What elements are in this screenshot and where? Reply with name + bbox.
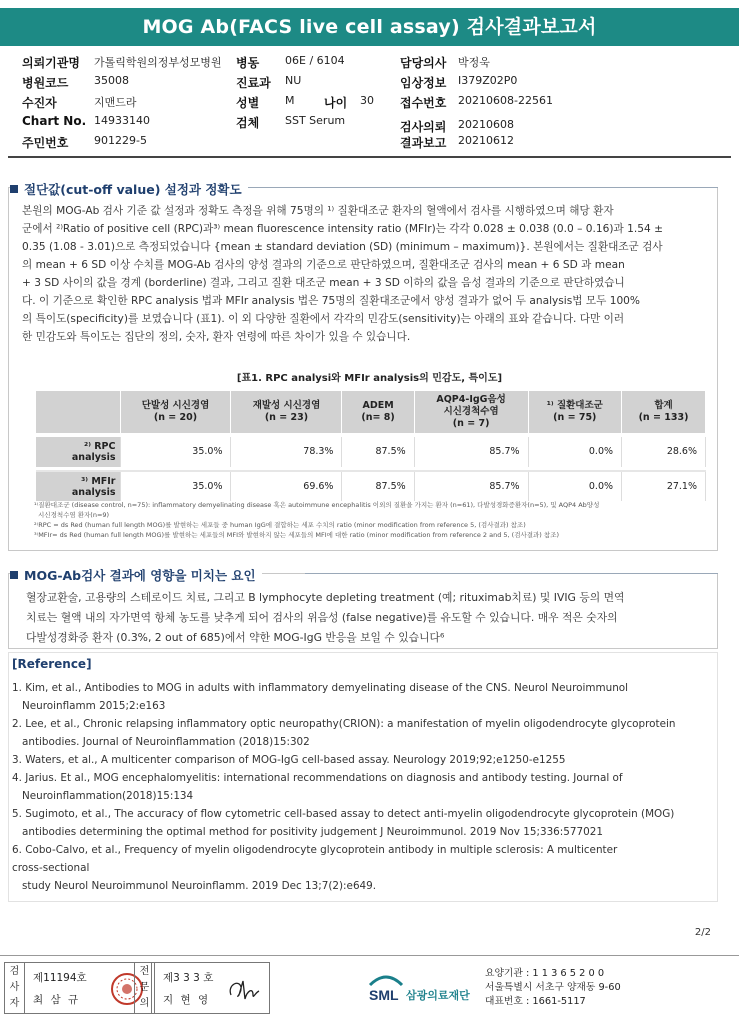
section1-rule (240, 187, 718, 188)
col-header: 재발성 시신경염 (n = 23) (231, 391, 342, 433)
handwritten-signature-icon (225, 973, 265, 1007)
section1-line: 의 mean + 6 SD 이상 수치를 MOG-Ab 검사의 양성 결과의 기준으로 판단하였으며, 질환대조군 검사의 mean + 6 SD 과 mean (22, 259, 625, 271)
table-cell: 87.5% (342, 471, 414, 501)
reference-heading: [Reference] (12, 657, 92, 671)
footnote: ²⁾RPC = ds Red (human full length MOG)를 발현하는 세포들 중 human IgG에 결합하는 세포 수치의 ratio (minor modification from reference 5, (검사결과) 참조) (34, 521, 526, 529)
clinical-info-label: 임상정보 (400, 76, 447, 90)
table-cell: 0.0% (528, 437, 621, 467)
info-row-1 (22, 54, 722, 72)
clinical-info-value: I379Z02P0 (458, 74, 518, 87)
department-label: 진료과 (236, 76, 271, 90)
section1-heading-text: 절단값(cut-off value) 설정과 정확도 (24, 182, 242, 197)
sml-logo-icon (366, 967, 406, 1007)
bottom-rule (0, 955, 739, 956)
section2-line: 혈장교환술, 고용량의 스테로이드 치료, 그리고 B lymphocyte depleting treatment (예; rituximab치료) 및 IVIG 등의 면역 (26, 591, 625, 604)
section2-heading-text: MOG-Ab검사 결과에 영향을 미치는 요인 (24, 568, 256, 583)
doctor-label: 담당의사 (400, 56, 447, 70)
reference-item: 1. Kim, et al., Antibodies to MOG in adults with inflammatory demyelinating disease of the CNS. Neurol Neuroimmunol Neuroinflamm 2015;2:e163 (12, 682, 629, 712)
ward-label: 병동 (236, 56, 260, 70)
table-row (36, 471, 706, 501)
section1-line: 다. 이 기준으로 확인한 RPC analysis 법과 MFIr analysis 법은 75명의 질환대조군에서 양성 결과가 없어 두 analysis법 모두 100% (22, 295, 640, 307)
section1-line: 본원의 MOG-Ab 검사 기준 값 설정과 정확도 측정을 위해 75명의 ¹⁾ 질환대조군 환자의 혈액에서 검사를 시행하였으며 해당 환자 (22, 205, 614, 217)
logo-text: SML (369, 987, 399, 1003)
resident-no-value: 901229-5 (94, 134, 147, 147)
organization-name: 삼광의료재단 (406, 989, 470, 1002)
col-header: 합계 (n = 133) (622, 391, 706, 433)
col-header: ADEM (n= 8) (342, 391, 414, 433)
info-row-2 (22, 74, 722, 92)
contact-line: 서울특별시 서초구 양재동 9-60 (485, 982, 621, 993)
age-value: 30 (360, 94, 374, 107)
section1-line: + 3 SD 사이의 값을 경계 (borderline) 결과, 그리고 질환 대조군 mean + 3 SD 이하의 값을 음성 결과의 기준으로 판단하였습니 (22, 277, 625, 289)
sex-label: 성별 (236, 96, 260, 110)
reference-item: 3. Waters, et al., A multicenter comparison of MOG-IgG cell-based assay. Neurology 2019;92;e1250-e1255 (12, 754, 566, 766)
table-footnotes (34, 500, 714, 540)
info-row-4 (22, 114, 722, 132)
info-row-5 (22, 134, 722, 152)
footnote: ³⁾MFIr= ds Red (human full length MOG)를 발현하는 세포들의 MFI와 발현하지 않는 세포들의 MFI에 대한 ratio (minor modification from reference 2 and 5, (검사결과) 참조) (34, 531, 560, 539)
hospital-code-value: 35008 (94, 74, 129, 87)
chart-no-value: 14933140 (94, 114, 150, 127)
specialist-signature (134, 962, 270, 1014)
contact-line: 요양기관 : 1 1 3 6 5 2 0 0 (485, 968, 605, 979)
inspector-signature (4, 962, 152, 1014)
receipt-no-label: 접수번호 (400, 96, 447, 110)
institution-label: 의뢰기관명 (22, 56, 80, 70)
inspector-license: 제11194호 (33, 972, 87, 984)
table-header-row (36, 391, 706, 433)
section2-line: 다발성경화증 환자 (0.3%, 2 out of 685)에서 약한 MOG-IgG 반응을 보일 수 있습니다⁶ (26, 631, 445, 644)
specimen-value: SST Serum (285, 114, 346, 127)
request-date-value: 20210608 (458, 118, 514, 131)
table-cell: 87.5% (342, 437, 414, 467)
chart-no-label: Chart No. (22, 114, 87, 128)
table-row (36, 437, 706, 467)
department-value: NU (285, 74, 302, 87)
table-cell: 27.1% (622, 471, 706, 501)
inspector-name: 최 삼 규 (33, 994, 81, 1006)
reference-item: 2. Lee, et al., Chronic relapsing inflammatory optic neuropathy(CRION): a manifestation of myelin oligodendrocyte glycoprotein antibodies. Journal of Neuroinflammation (2018)15:302 (12, 718, 676, 748)
age-label: 나이 (324, 96, 348, 110)
institution-value: 가톨릭학원의정부성모병원 (94, 56, 222, 69)
footnote: ¹⁾질환대조군 (disease control, n=75): inflammatory demyelinating disease 혹은 autoimmune encephalitis 이외의 질환을 가지는 환자 (n=61), 다발성경화증환자(n=5), 및 AQP4 Ab양성 (34, 501, 600, 509)
table-title: [표1. RPC analysi와 MFIr analysis의 민감도, 특이도] (236, 373, 503, 384)
hospital-code-label: 병원코드 (22, 76, 69, 90)
report-date-label: 결과보고 (400, 136, 447, 150)
resident-no-label: 주민번호 (22, 136, 69, 150)
table-cell: 28.6% (622, 437, 706, 467)
specialist-license: 제3 3 3 호 (163, 972, 214, 984)
square-bullet-icon (10, 185, 18, 193)
info-divider (8, 156, 731, 158)
footnote: 시신경척수염 환자(n=9) (38, 511, 110, 519)
organization-logo (366, 967, 470, 1011)
row-label: ³⁾ MFIr analysis (36, 471, 120, 501)
report-date-value: 20210612 (458, 134, 514, 147)
ward-value: 06E / 6104 (285, 54, 345, 67)
table-cell: 0.0% (528, 471, 621, 501)
inspector-vertical-label: 검 사 자 (5, 963, 25, 1013)
section1-heading (10, 180, 248, 198)
col-header: ¹⁾ 질환대조군 (n = 75) (528, 391, 621, 433)
page-number: 2/2 (694, 927, 711, 938)
section1-paragraph (22, 202, 714, 346)
table-cell: 35.0% (120, 437, 231, 467)
col-header: AQP4-IgG음성 시신경척수염 (n = 7) (414, 391, 528, 433)
col-header: 단발성 시신경염 (n = 20) (120, 391, 231, 433)
contact-line: 대표번호 : 1661-5117 (485, 996, 586, 1007)
section1-line: 0.35 (1.08 - 3.01)으로 측정되었습니다 {mean ± standard deviation (SD) (minimum – maximum)}. 본원에서는 질환대조군 검사 (22, 241, 663, 253)
section2-paragraph (26, 588, 706, 648)
reference-list (12, 679, 724, 895)
section1-line: 한 민감도와 특이도는 집단의 정의, 숫자, 환자 연령에 따른 차이가 있을 수 있습니다. (22, 331, 411, 343)
results-table (36, 391, 706, 501)
sex-value: M (285, 94, 295, 107)
table-cell: 35.0% (120, 471, 231, 501)
patient-value: 지맨드라 (94, 96, 137, 109)
section1-line: 군에서 ²⁾Ratio of positive cell (RPC)과³⁾ mean fluorescence intensity ratio (MFIr)는 각각 0.028 ± 0.038 (0.0 – 0.16)과 1.54 ± (22, 223, 663, 235)
specimen-label: 검체 (236, 116, 260, 130)
table-cell: 85.7% (414, 471, 528, 501)
receipt-no-value: 20210608-22561 (458, 94, 553, 107)
reference-item: 4. Jarius. Et al., MOG encephalomyelitis: international recommendations on diagnosis and antibody testing. Journal of Neuroinflammation(2018)15:134 (12, 772, 623, 802)
section2-rule (305, 573, 718, 574)
square-bullet-icon (10, 571, 18, 579)
organization-contact (485, 967, 621, 1009)
section1-line: 의 특이도(specificity)를 보였습니다 (표1). 이 외 다양한 질환에서 각각의 민감도(sensitivity)는 아래의 표와 같습니다. 다만 이러 (22, 313, 625, 325)
table-cell: 69.6% (231, 471, 342, 501)
table-cell: 78.3% (231, 437, 342, 467)
section2-heading (10, 566, 262, 584)
request-date-label: 검사의뢰 (400, 120, 447, 134)
table-corner-cell (36, 391, 120, 433)
doctor-value: 박정욱 (458, 56, 490, 69)
row-label: ²⁾ RPC analysis (36, 437, 120, 467)
info-row-3 (22, 94, 722, 112)
reference-item: 6. Cobo-Calvo, et al., Frequency of myelin oligodendrocyte glycoprotein antibody in multiple sclerosis: A multicenter cross-sectional study Neurol Neuroimmunol Neuroinflamm. 2019 Dec 13;7(2):e649. (12, 844, 618, 892)
section2-line: 치료는 혈액 내의 자가면역 항체 농도를 낮추게 되어 검사의 위음성 (false negative)를 유도할 수 있습니다. 매우 적은 숫자의 (26, 611, 618, 624)
specialist-vertical-label: 전 문 의 (135, 963, 155, 1013)
report-title: MOG Ab(FACS live cell assay) 검사결과보고서 (0, 8, 739, 46)
reference-item: 5. Sugimoto, et al., The accuracy of flow cytometric cell-based assay to detect anti-myelin oligodendrocyte glycoprotein (MOG) antibodies determining the optimal method for positivity judgement J Neuroimmunol. 2019 Nov 15;336:577021 (12, 808, 675, 838)
specialist-name: 지 현 영 (163, 994, 211, 1006)
table-cell: 85.7% (414, 437, 528, 467)
patient-label: 수진자 (22, 96, 57, 110)
